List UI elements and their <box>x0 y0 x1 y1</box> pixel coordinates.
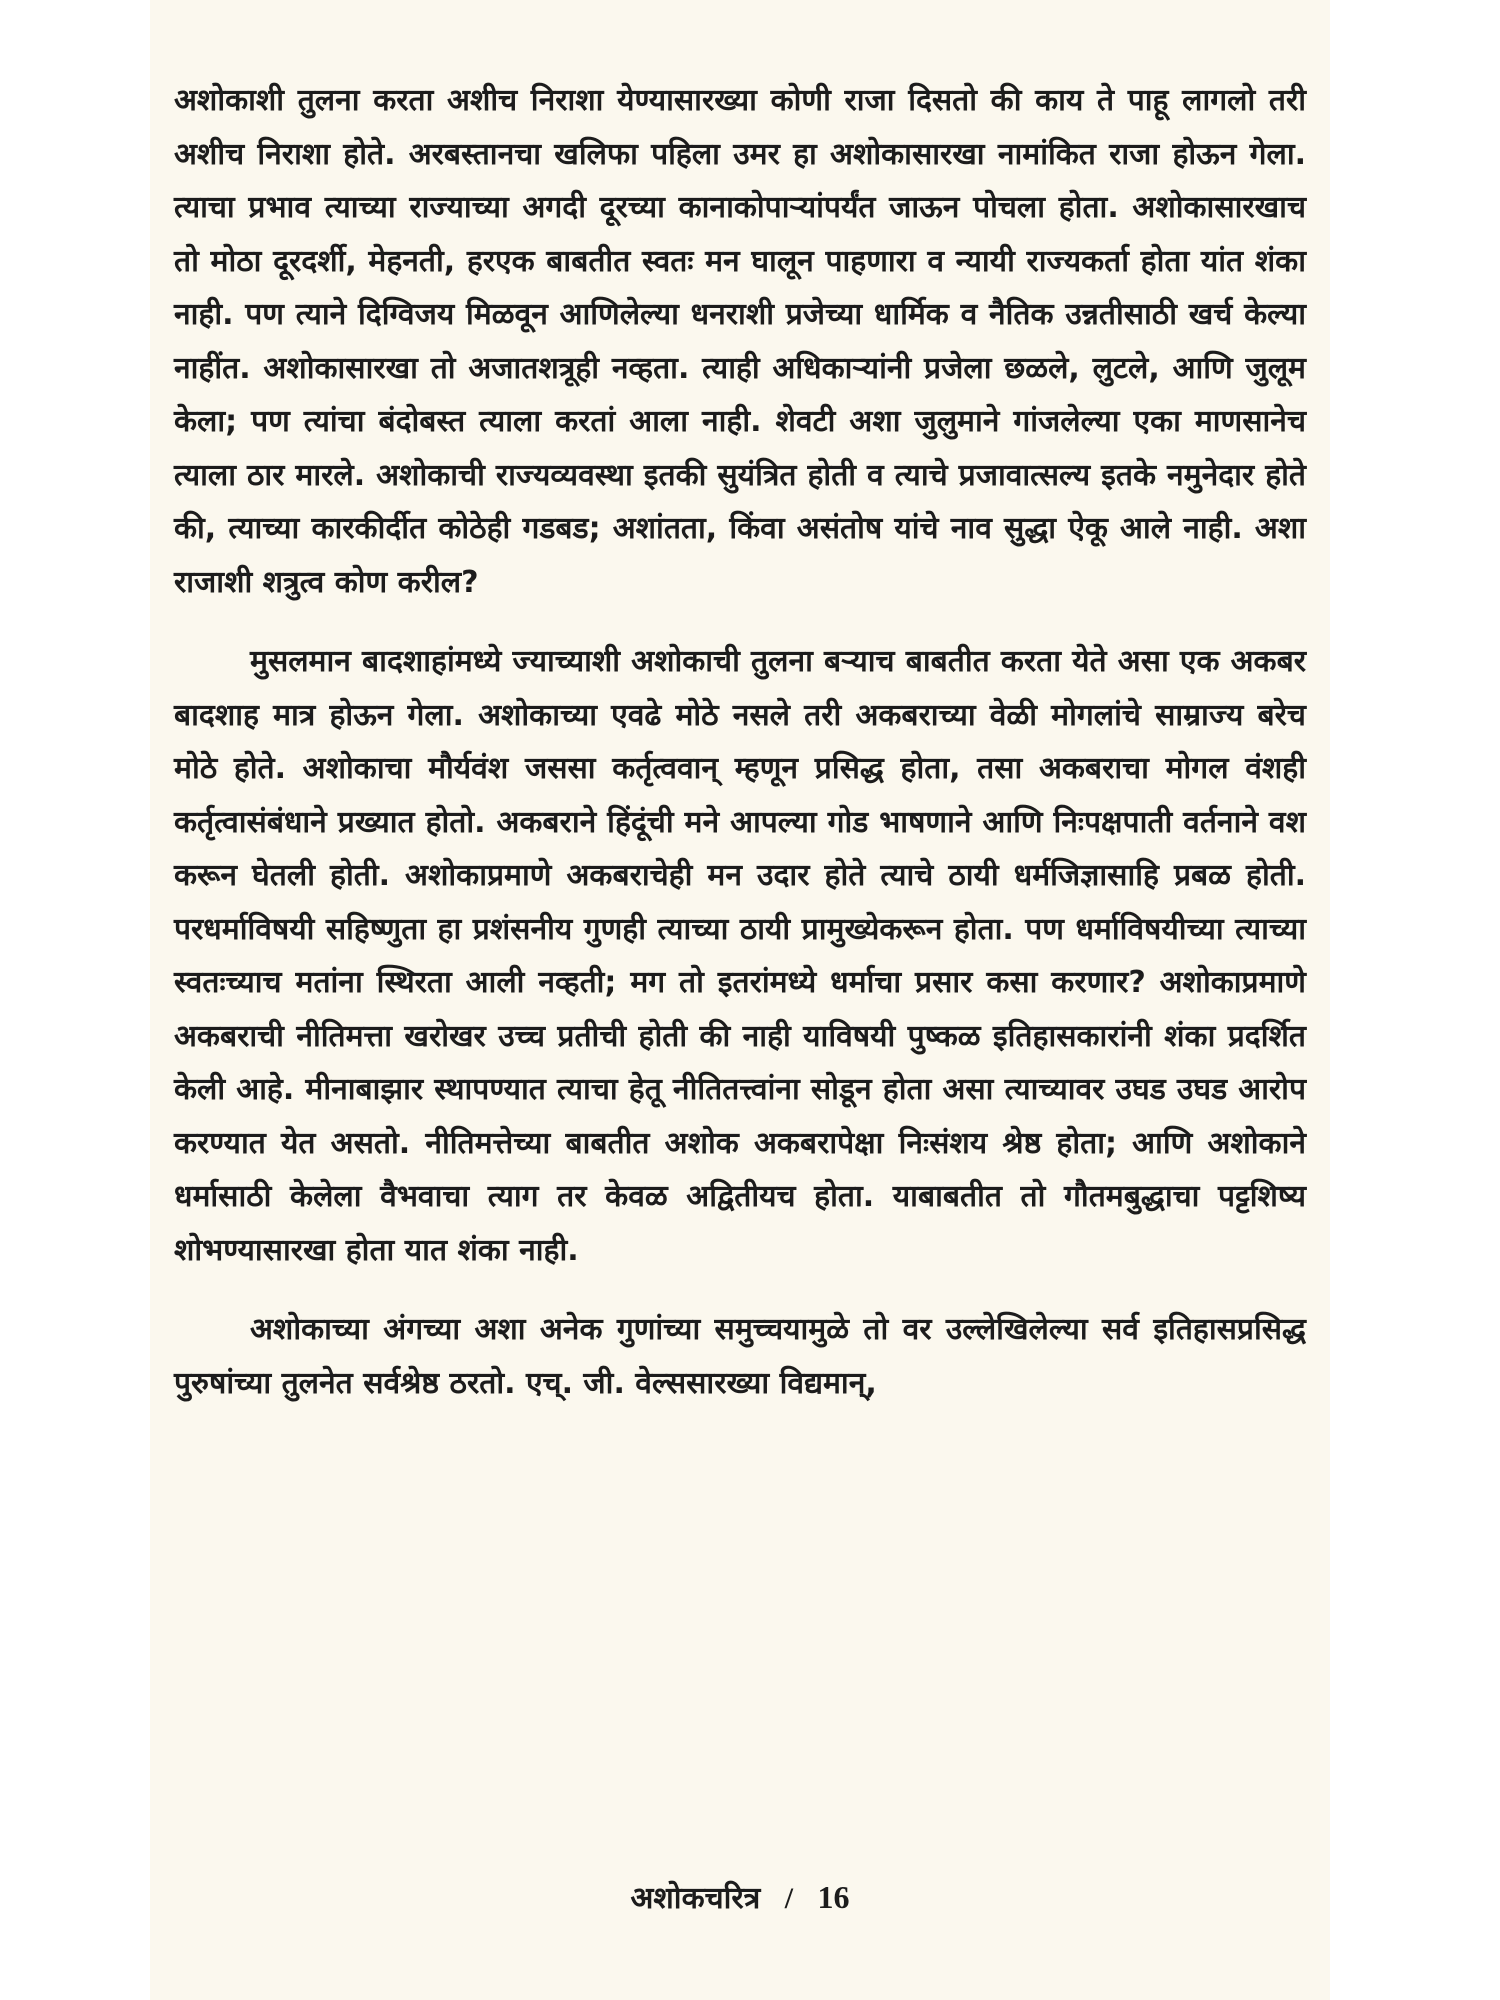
footer-separator: / <box>784 1882 794 1915</box>
page-footer <box>150 1876 1330 1917</box>
book-page <box>150 0 1330 2000</box>
paragraph-2: मुसलमान बादशाहांमध्ये ज्याच्याशी अशोकाची तुलना बऱ्याच बाबतीत करता येते असा एक अकबर बादशाह मात्र होऊन गेला. अशोकाच्या एवढे मोठे नसले तरी अकबराच्या वेळी मोगलांचे साम्राज्य बरेच मोठे होते. अशोकाचा मौर्यवंश जससा कर्तृत्ववान् म्हणून प्रसिद्ध होता, तसा अकबराचा मोगल वंशही कर्तृत्वासंबंधाने प्रख्यात होतो. अकबराने हिंदूंची मने आपल्या गोड भाषणाने आणि निःपक्षपाती वर्तनाने वश करून घेतली होती. अशोकाप्रमाणे अकबराचेही मन उदार होते त्याचे ठायी धर्मजिज्ञासाहि प्रबळ होती. परधर्माविषयी सहिष्णुता हा प्रशंसनीय गुणही त्याच्या ठायी प्रामुख्येकरून होता. पण धर्माविषयीच्या त्याच्या स्वतःच्याच मतांना स्थिरता आली नव्हती; मग तो इतरांमध्ये धर्माचा प्रसार कसा करणार? अशोकाप्रमाणे अकबराची नीतिमत्ता खरोखर उच्च प्रतीची होती की नाही याविषयी पुष्कळ इतिहासकारांनी शंका प्रदर्शित केली आहे. मीनाबाझार स्थापण्यात त्याचा हेतू नीतितत्त्वांना सोडून होता असा त्याच्यावर उघड उघड आरोप करण्यात येत असतो. नीतिमत्तेच्या बाबतीत अशोक अकबरापेक्षा निःसंशय श्रेष्ठ होता; आणि अशोकाने धर्मासाठी केलेला वैभवाचा त्याग तर केवळ अद्वितीयच होता. याबाबतीत तो गौतमबुद्धाचा पट्टशिष्य शोभण्यासारखा होता यात शंका नाही. <box>174 644 1306 1268</box>
paragraph-3: अशोकाच्या अंगच्या अशा अनेक गुणांच्या समुच्चयामुळे तो वर उल्लेखिलेल्या सर्व इतिहासप्रसिद्ध पुरुषांच्या तुलनेत सर्वश्रेष्ठ ठरतो. एच्. जी. वेल्ससारख्या विद्यमान्, <box>174 1312 1306 1401</box>
paragraph-1: अशोकाशी तुलना करता अशीच निराशा येण्यासारख्या कोणी राजा दिसतो की काय ते पाहू लागलो तरी अशीच निराशा होते. अरबस्तानचा खलिफा पहिला उमर हा अशोकासारखा नामांकित राजा होऊन गेला. त्याचा प्रभाव त्याच्या राज्याच्या अगदी दूरच्या कानाकोपाऱ्यांपर्यंत जाऊन पोचला होता. अशोकासारखाच तो मोठा दूरदर्शी, मेहनती, हरएक बाबतीत स्वतः मन घालून पाहणारा व न्यायी राज्यकर्ता होता यांत शंका नाही. पण त्याने दिग्विजय मिळवून आणिलेल्या धनराशी प्रजेच्या धार्मिक व नैतिक उन्नतीसाठी खर्च केल्या नाहींत. अशोकासारखा तो अजातशत्रूही नव्हता. त्याही अधिकाऱ्यांनी प्रजेला छळले, लुटले, आणि जुलूम केला; पण त्यांचा बंदोबस्त त्याला करतां आला नाही. शेवटी अशा जुलुमाने गांजलेल्या एका माणसानेच त्याला ठार मारले. अशोकाची राज्यव्यवस्था इतकी सुयंत्रित होती व त्याचे प्रजावात्सल्य इतके नमुनेदार होते की, त्याच्या कारकीर्दीत कोठेही गडबड; अशांतता, किंवा असंतोष यांचे नाव सुद्धा ऐकू आले नाही. अशा राजाशी शत्रुत्व कोण करील? <box>174 83 1306 600</box>
book-title: अशोकचरित्र <box>630 1881 761 1916</box>
page-number: 16 <box>817 1879 850 1915</box>
